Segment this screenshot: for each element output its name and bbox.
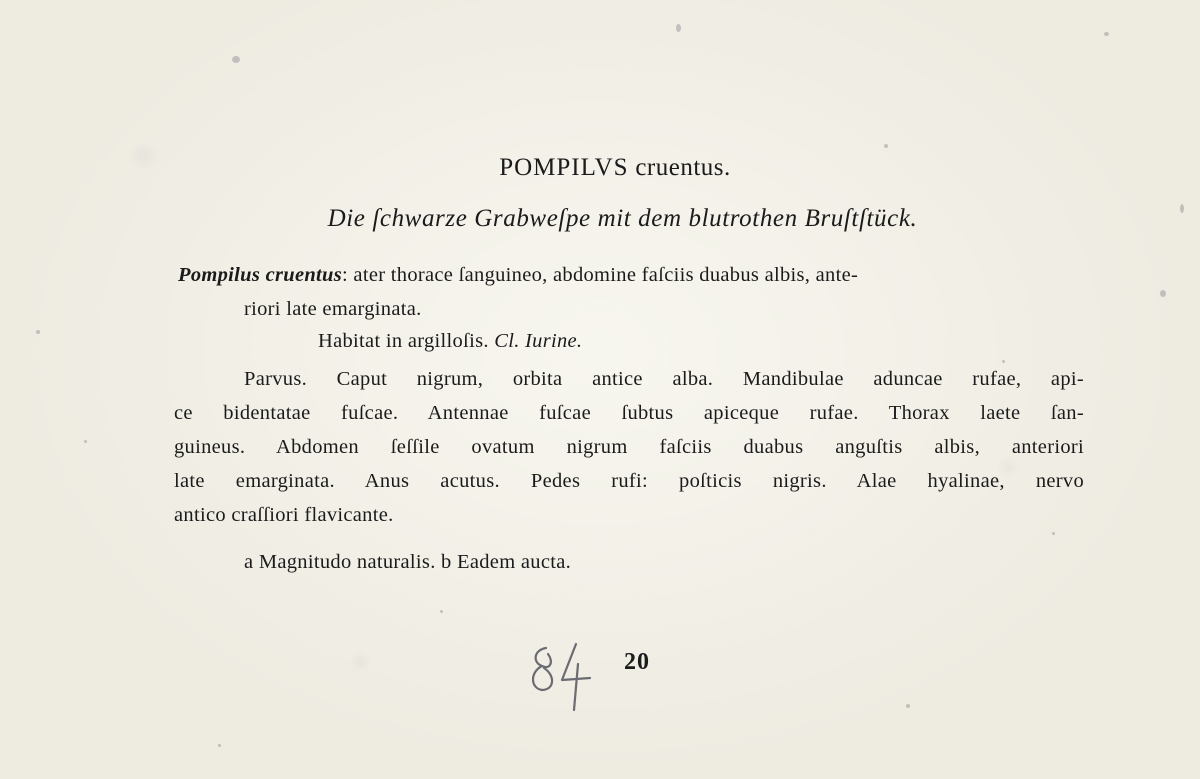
diagnosis-line-1 — [178, 264, 858, 287]
german-subtitle: Die ſchwarze Grabweſpe mit dem blutrothen Bruſtſtück. — [327, 205, 918, 232]
species-name: Pompilus cruentus — [178, 264, 343, 286]
description-line: guineus. Abdomen ſeſſile ovatum nigrum faſciis duabus anguſtis albis, anteriori — [174, 436, 1084, 458]
description-line: antico craſſiori flavicante. — [174, 504, 394, 526]
description-line: Parvus. Caput nigrum, orbita antice alba. Mandibulae aduncae rufae, api- — [244, 368, 1084, 390]
figure-legend: a Magnitudo naturalis. b Eadem aucta. — [244, 551, 572, 573]
habitat-collector: Cl. Iurine. — [494, 330, 583, 352]
title-genus: POMPILVS — [499, 154, 629, 181]
diagnosis-line-2: riori late emarginata. — [244, 298, 422, 320]
habitat-line — [318, 330, 582, 353]
title-species: cruentus. — [635, 154, 731, 181]
page-number: 20 — [624, 649, 650, 675]
page-title — [0, 154, 1200, 182]
description-paragraph — [174, 362, 1084, 532]
description-line: ce bidentatae fuſcae. Antennae fuſcae ſubtus apiceque rufae. Thorax laete ſan- — [174, 402, 1084, 424]
diagnosis-text: : ater thorace ſanguineo, abdomine faſciis duabus albis, ante- — [342, 264, 859, 286]
handwritten-plate-number — [524, 640, 594, 712]
habitat-text: Habitat in argilloſis. — [318, 330, 489, 352]
description-line: late emarginata. Anus acutus. Pedes rufi: poſticis nigris. Alae hyalinae, nervo — [174, 470, 1084, 492]
